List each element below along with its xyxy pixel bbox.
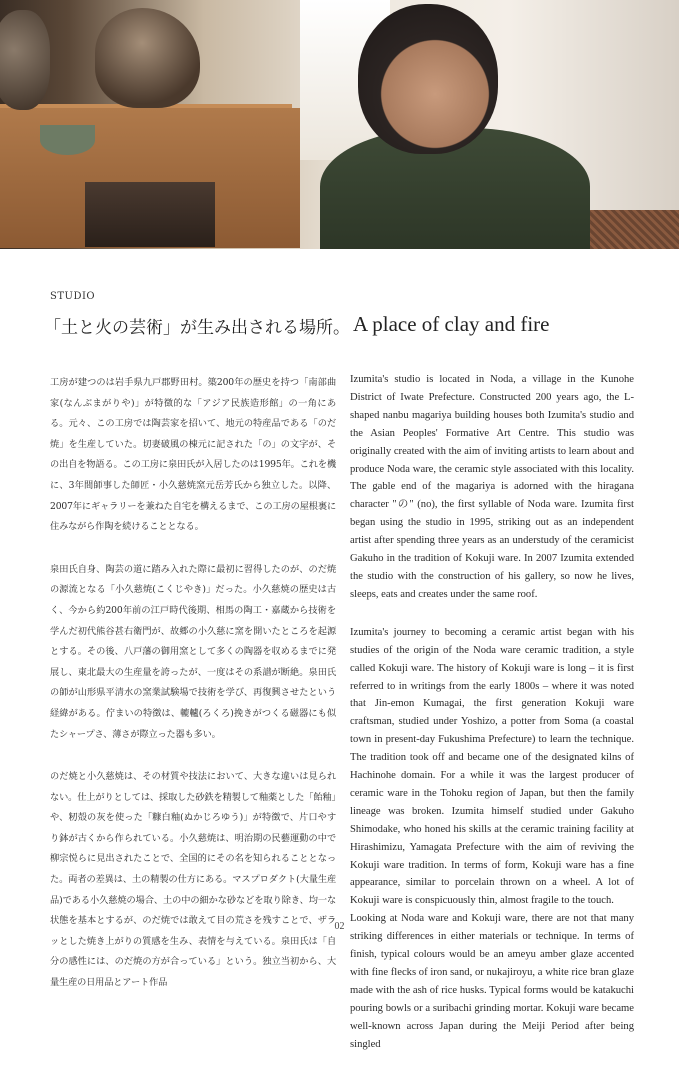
ceramic-vase: [0, 10, 50, 110]
ceramic-bowl: [40, 125, 95, 155]
title-english: A place of clay and fire: [353, 312, 550, 336]
studio-photo: [0, 0, 679, 249]
person-head: [358, 4, 498, 154]
ceramic-sculpture: [95, 8, 200, 108]
english-body-column: [350, 371, 634, 1074]
jp-paragraph: 工房が建つのは岩手県九戸郡野田村。築200年の歴史を持つ「南部曲家(なんぶまがりや)」が特徴的な「アジア民族造形館」の一角にある。元々、この工房では陶芸家を招いて、地元の特産品である「のだ焼」を生産していた。切妻破風の棟元に記された「の」の文字が、その出自を物語る。この工房に泉田氏が入居したのは1995年。これを機に、3年間師事した師匠・小久慈焼窯元岳芳氏から独立した。以降、2007年にギャラリーを兼ねた自宅を構えるまで、この工房の屋根裏に住みながら作陶を続けることとなる。: [50, 377, 336, 533]
dark-panel: [85, 182, 215, 247]
en-paragraph: Looking at Noda ware and Kokuji ware, there are not that many striking differences in either materials or technique. In terms of finish, typical colours would be an ameyu amber glaze accented with fine flecks of iron sand, or nukajiroyu, a white rice bran glaze made with the ash of rice husks. Typical forms would be katakuchi pouring bowls or a suribachi grinding mortar. Kokuji ware became well-known across Japan during the Meiji Period after being singled: [350, 913, 634, 1050]
section-label: STUDIO: [50, 291, 96, 302]
jp-paragraph: のだ焼と小久慈焼は、その材質や技法において、大きな違いは見られない。仕上がりとしては、採取した砂鉄を精製して釉薬とした「飴釉」や、籾殻の灰を使った「糠白釉(ぬかじろゆう)」が特徴で、片口やすり鉢が古くから作られている。小久慈焼は、明治期の民藝運動の中で柳宗悦らに見出されたことで、全国的にその名を知られることとなった。両者の差異は、土の精製の仕方にある。マスプロダクト(大量生産品)である小久慈焼の場合、土の中の細かな砂などを取り除き、均一な状態を基本とするが、のだ焼では敢えて目の荒さを残すことで、ザラッとした焼き上がりの質感を生み、表情を与えている。泉田氏は「自分の感性には、のだ焼の方が合っている」という。独立当初から、大量生産の日用品とアート作品: [50, 771, 336, 989]
jp-paragraph: 泉田氏自身、陶芸の道に踏み入れた際に最初に習得したのが、のだ焼の源流となる「小久慈焼(こくじやき)」だった。小久慈焼の歴史は古く、今から約200年前の江戸時代後期、相馬の陶工・嘉蔵から技術を学んだ初代熊谷甚右衛門が、故郷の小久慈に窯を開いたところを起源とする。その後、八戸藩の御用窯として多くの陶器を収めるまでに発展し、東北最大の生産量を誇ったが、一度はその系譜が断絶。泉田氏の師が山形県平清水の窯業試験場で技術を学び、再復興させたという経緯がある。佇まいの特徴は、轆轤(ろくろ)挽きがつくる磁器にも似たシャープさ、薄さが際立った器も多い。: [50, 563, 336, 740]
woven-chair: [590, 210, 679, 249]
japanese-body-column: [50, 373, 336, 1016]
title-japanese: 「土と火の芸術」が生み出される場所。: [44, 318, 350, 338]
en-paragraph: Izumita's studio is located in Noda, a village in the Kunohe District of Iwate Prefecture. Constructed 200 years ago, the L-shaped nanbu magariya building houses both Izumita's studio and the Asian Peoples' Formative Art Centre. This studio was originally created with the aim of inviting artists to learn about and produce Noda ware, the ceramic style associated with this locality. The gable end of the magariya is adorned with the hiragana character "の" (no), the first syllable of Noda ware. Izumita first began using the studio in 1995, striking out as an independent artist after spending three years as an understudy of the ceramicist Gakuho in the tradition of Kokuji ware. In 2007 Izumita extended the studio with the construction of his gallery, so now he lives, sleeps, eats and creates under the same roof.: [350, 374, 634, 600]
en-paragraph: Izumita's journey to becoming a ceramic artist began with his studies of the origin of the Noda ware ceramic tradition, a style called Kokuji ware. The history of Kokuji ware is long – it is first referred to in writings from the early 1800s – where it was noted that Jin-emon Kumagai, the first generation Kokuji ware craftsman, studied under Yoshizo, a potter from Soma (a coastal town in present-day Fukushima Prefecture) to learn the technique. The tradition took off and became one of the designated kilns of Hachinohe domain. For a while it was the largest producer of ceramic ware in the Tohoku region of Japan, but then the family lineage was broken. Izumita himself studied under Gakuho Shimodake, who honed his skills at the ceramic training facility at Hirashimizu, Yamagata Prefecture with the aim of reviving the Kokuji ware tradition. In terms of form, Kokuji ware has a fine appearance, similar to porcelain thrown on a wheel. A lot of Kokuji ware is conspicuously thin, almost fragile to the touch.: [350, 626, 634, 907]
page-number: 02: [334, 921, 345, 932]
